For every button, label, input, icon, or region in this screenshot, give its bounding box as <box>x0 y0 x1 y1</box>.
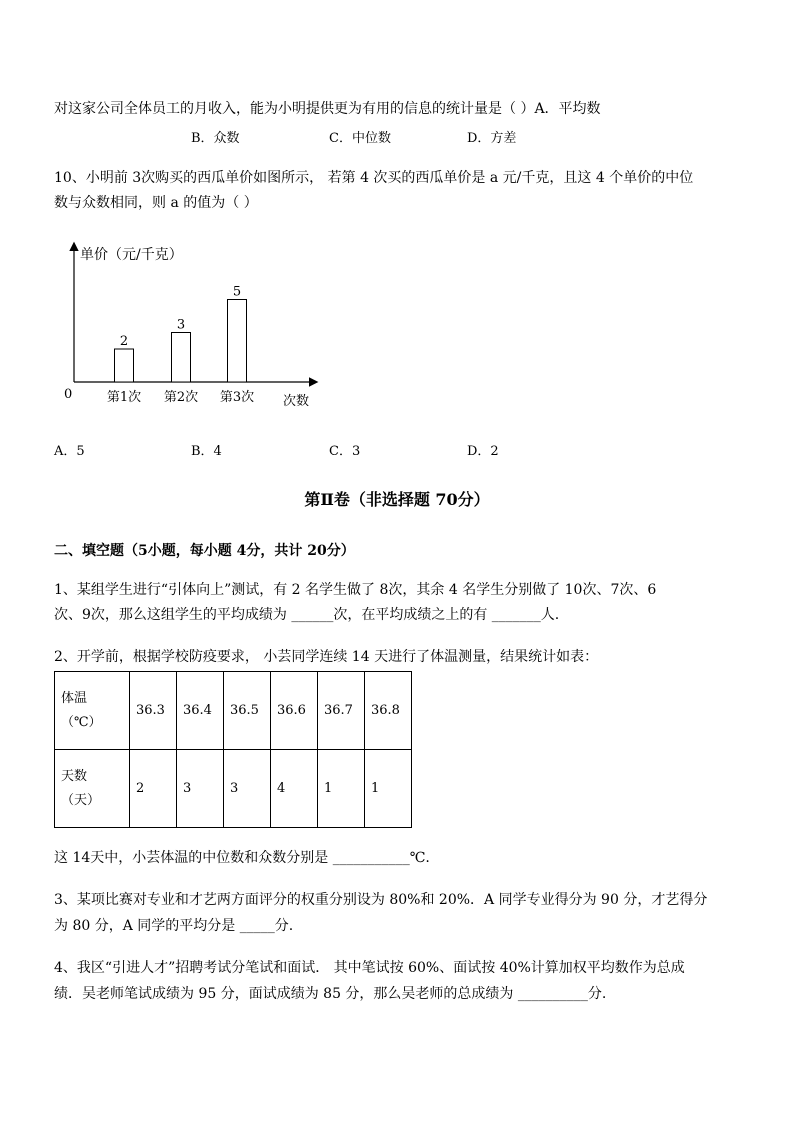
table-cell: 2 <box>130 750 177 828</box>
fill2-line1: 2、开学前，根据学校防疫要求， 小芸同学连续 14 天进行了体温测量，结果统计如表： <box>54 649 599 665</box>
table-cell: 36.7 <box>318 672 365 750</box>
q9-option-b: B．众数 <box>191 131 240 146</box>
fill4-line2: 绩．吴老师笔试成绩为 95 分，面试成绩为 85 分，那么吴老师的总成绩为 __________分. <box>54 986 607 1002</box>
x-tick-label: 第3次 <box>219 390 255 405</box>
q10-option-d: D．2 <box>467 444 499 459</box>
bar-2 <box>172 333 191 383</box>
fill3-line2: 为 80 分，A 同学的平均分是 _____分. <box>54 918 294 934</box>
y-axis-label: 单价（元/千克） <box>80 247 183 263</box>
q10-option-a: A．5 <box>54 444 85 459</box>
table-cell: 1 <box>365 750 412 828</box>
fill2-after-table: 这 14天中，小芸体温的中位数和众数分别是 ___________℃. <box>54 850 430 866</box>
table-cell: 36.5 <box>224 672 271 750</box>
bar-value-label: 2 <box>119 334 129 349</box>
table-cell: 1 <box>318 750 365 828</box>
table-cell: 4 <box>271 750 318 828</box>
q9-option-c: C．中位数 <box>329 131 391 146</box>
table-cell: 36.6 <box>271 672 318 750</box>
table-header-cell: 体温 （℃） <box>55 672 130 750</box>
q10-stem-line1: 10、小明前 3次购买的西瓜单价如图所示， 若第 4 次买的西瓜单价是 a 元/千克，且这 4 个单价的中位 <box>54 170 694 186</box>
bar-1 <box>115 349 134 382</box>
table-header-cell: 天数 （天） <box>55 750 130 828</box>
table-cell: 3 <box>177 750 224 828</box>
temperature-table <box>54 671 412 828</box>
q10-stem-line2: 数与众数相同，则 a 的值为（ ） <box>54 195 258 211</box>
bar-value-label: 5 <box>232 284 242 300</box>
origin-label: 0 <box>64 387 73 402</box>
x-tick-label: 第2次 <box>163 390 199 405</box>
x-tick-label: 第1次 <box>106 390 142 405</box>
q9-option-d: D．方差 <box>467 131 517 146</box>
q10-option-c: C．3 <box>329 444 361 459</box>
fill1-line1: 1、某组学生进行“引体向上”测试，有 2 名学生做了 8次，其余 4 名学生分别做了 10次、7次、6 <box>54 582 657 598</box>
table-row <box>55 672 412 750</box>
fill3-line1: 3、某项比赛对专业和才艺两方面评分的权重分别设为 80%和 20%．A 同学专业得分为 90 分，才艺得分 <box>54 892 708 908</box>
q10-option-b: B．4 <box>191 444 222 459</box>
table-cell: 36.8 <box>365 672 412 750</box>
bar-3 <box>228 300 247 383</box>
table-cell: 36.3 <box>130 672 177 750</box>
x-axis-label: 次数 <box>283 394 310 409</box>
bar-value-label: 3 <box>176 317 186 333</box>
section-heading: 二、填空题（5小题，每小题 4分，共计 20分） <box>54 543 355 559</box>
part2-title: 第Ⅱ卷（非选择题 70分） <box>304 490 490 509</box>
fill4-line1: 4、我区“引进人才”招聘考试分笔试和面试． 其中笔试按 60%、面试按 40%计算加权平均数作为总成 <box>54 960 685 976</box>
table-cell: 36.4 <box>177 672 224 750</box>
table-row <box>55 750 412 828</box>
bar-chart <box>54 238 334 418</box>
q9-stem: 对这家公司全体员工的月收入，能为小明提供更为有用的信息的统计量是（ ）A．平均数 <box>54 101 601 117</box>
table-cell: 3 <box>224 750 271 828</box>
fill1-line2: 次、9次，那么这组学生的平均成绩为 ______次，在平均成绩之上的有 _______人. <box>54 607 560 623</box>
